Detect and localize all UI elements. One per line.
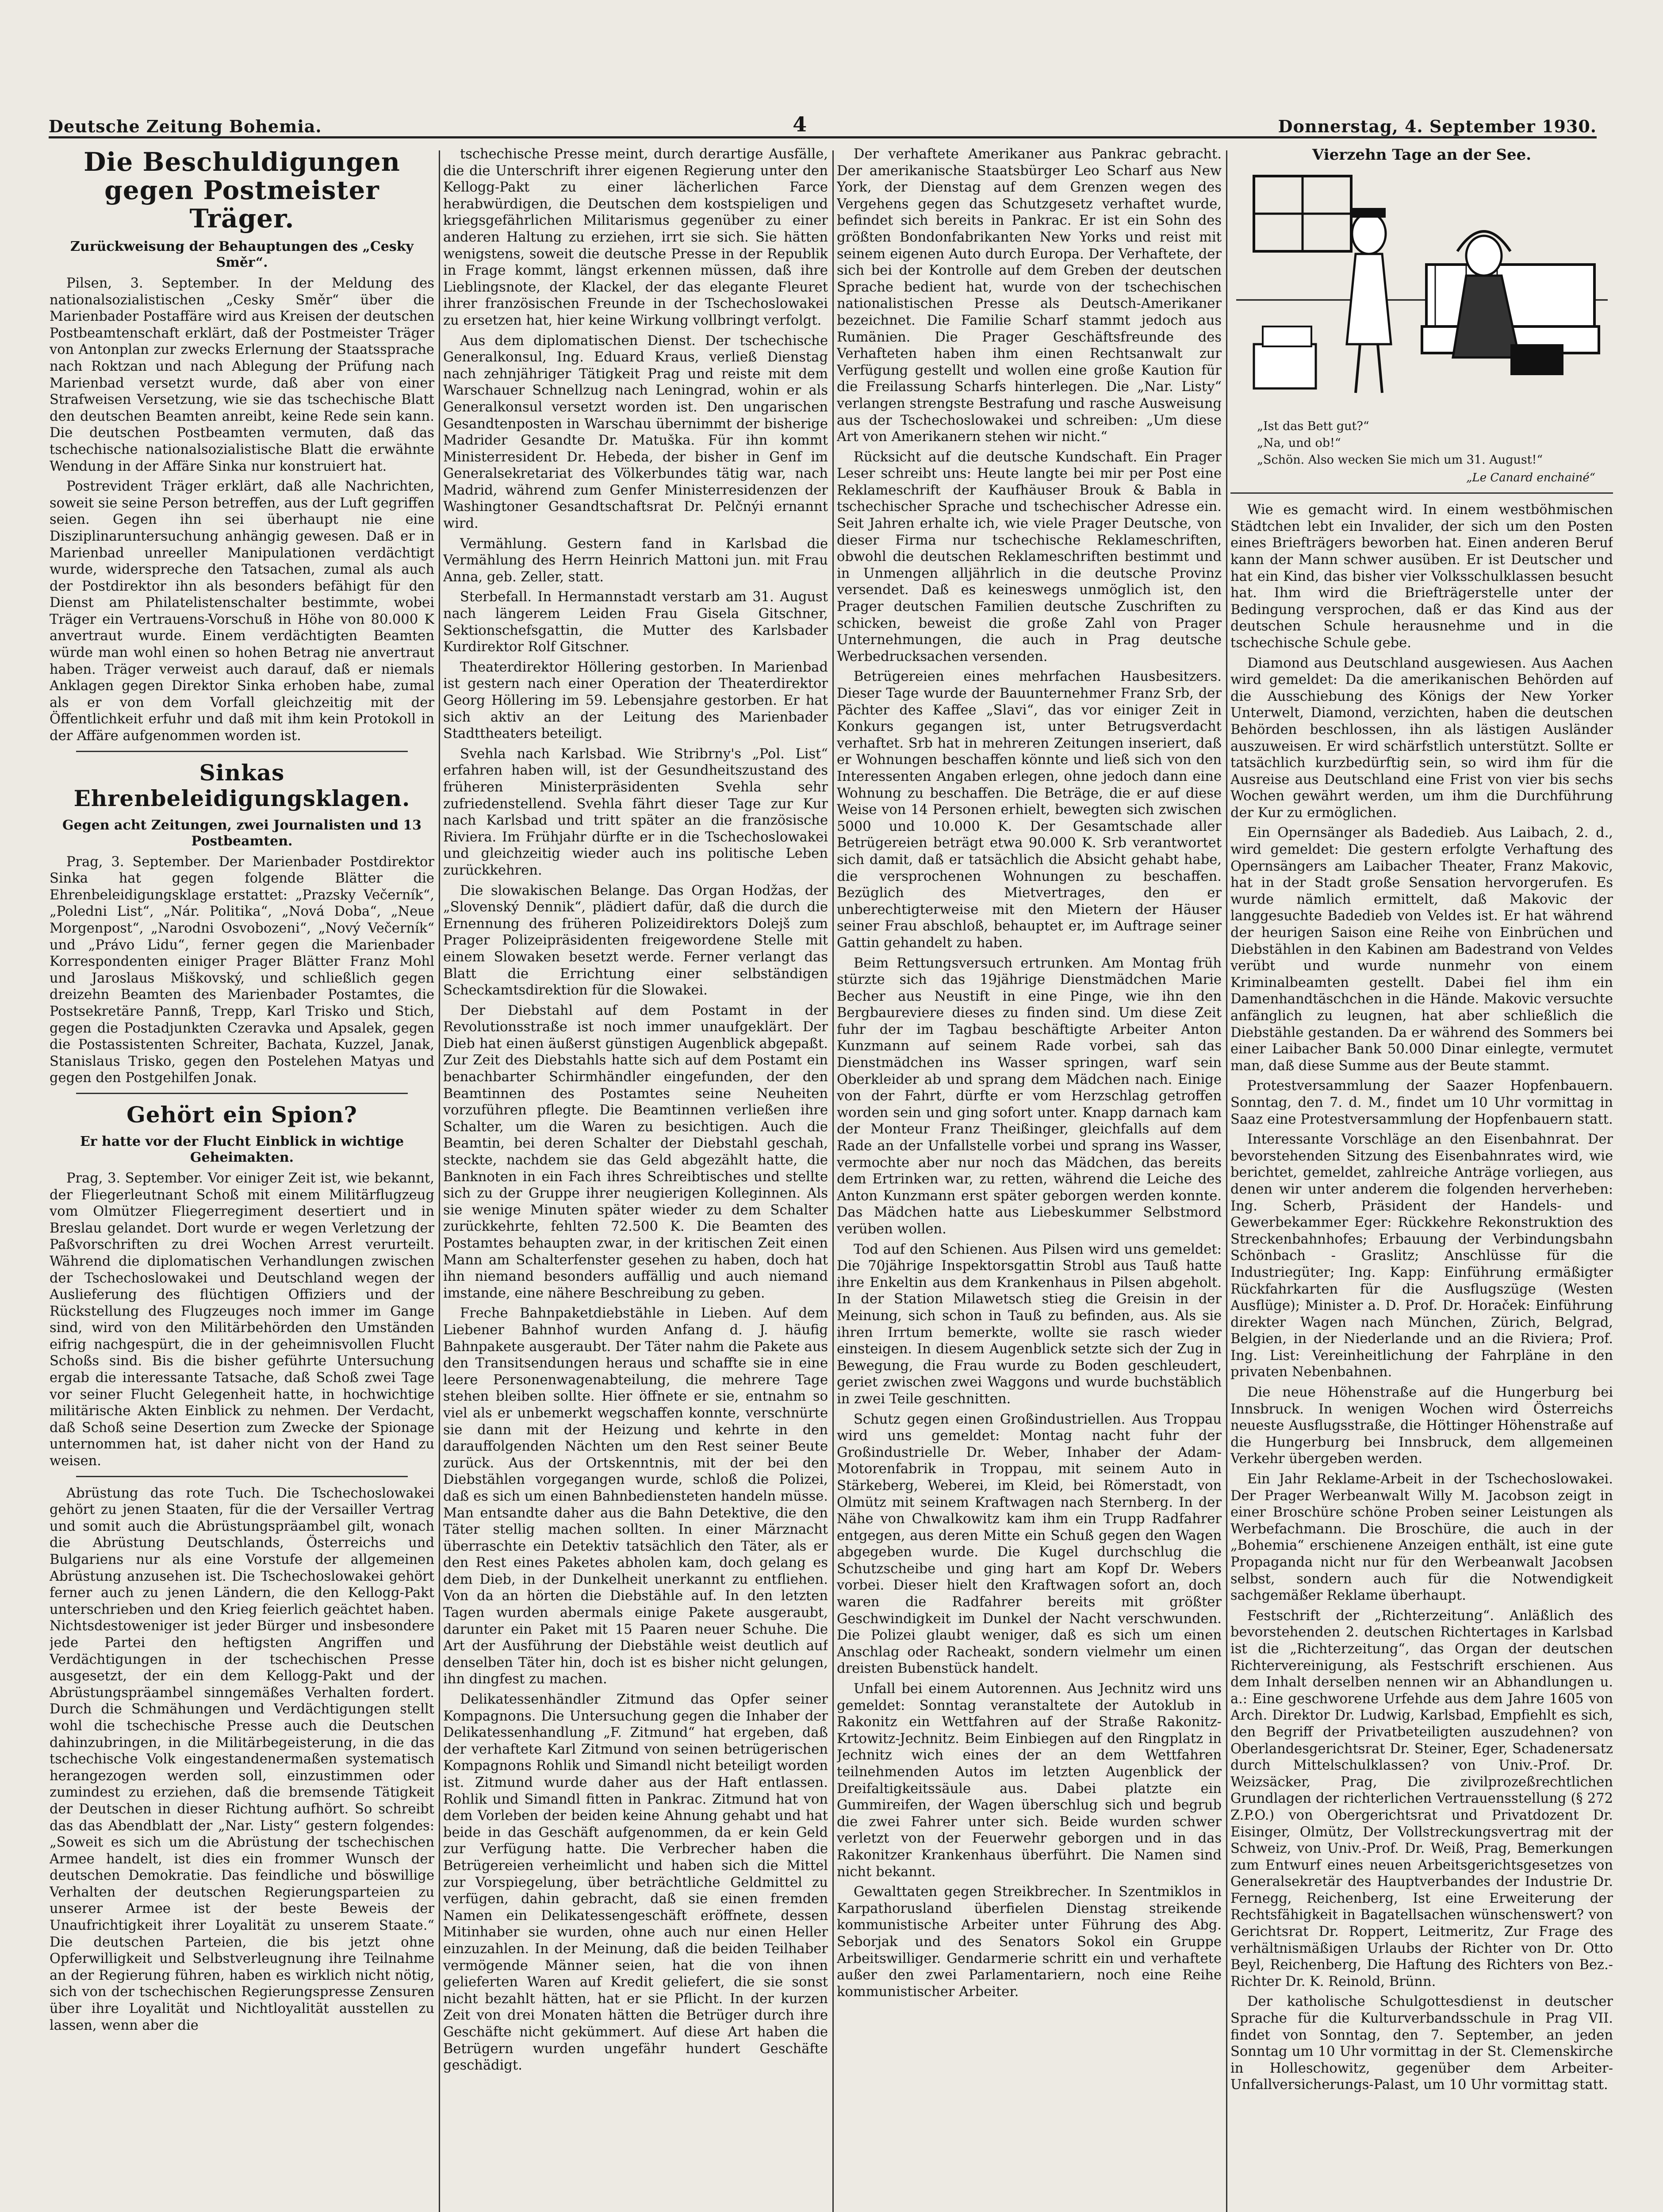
news-item: Interessante Vorschläge an den Eisenbahnrat. Der bevorstehenden Sitzung des Eisenbahnrates wird, wie berichtet, gemeldet, zahlreiche Anträge vorliegen, aus denen wir unter anderem die folgenden herverheben: Ing. Scherb, Präsident der Handels- und Gewerbekammer Eger: Rückkehre Rekonstruktion des Streckenbahnhofes; Erbauung der Verbindungsbahn Schönbach - Graslitz; Anschlüsse für die Industriegüter; Ing. Kapp: Einführung ermäßigter Rückfahrkarten für die Ausflugszüge (Westen Ausflüge); Minister a. D. Prof. Dr. Horaček: Einführung direkter Wagen nach München, Zürich, Belgrad, Belgien, in der Niederlande und an die Riviera; Prof. Ing. List: Vereinheitlichung der Fahrpläne in den privaten Nebenbahnen. [1230, 1132, 1613, 1380]
headline-sinka: Sinkas Ehrenbeleidigungsklagen. [73, 759, 410, 811]
article-paragraph: Postrevident Träger erklärt, daß alle Nachrichten, soweit sie seine Person betreffen, aus der Luft gegriffen seien. Gegen ihn sei überhaupt nie eine Disziplinaruntersuchung anhängig gewesen. Daß er in Marienbad unreeller Manipulationen verdächtigt wurde, widerspreche den Tatsachen, zumal als auch der Postdirektor ihn als besonders befähigt für den Dienst am Philatelistenschalter bestimmte, wobei Träger ein Vertrauens-Vorschuß in Höhe von 80.000 K anvertraut wurde. Einem verdächtigten Beamten würde man wohl einen so hohen Betrag nie anvertraut haben. Träger verweist auch darauf, daß er niemals Anklagen gegen Direktor Sinka erhoben habe, zumal als er von dem Vorfall gleichzeitig mit der Öffentlichkeit erfuhr und daß mit ihm kein Protokoll in der Affäre aufgenommen worden ist. [50, 479, 434, 744]
section-divider [76, 1476, 408, 1477]
section-divider [1230, 492, 1613, 494]
news-item: Protestversammlung der Saazer Hopfenbauern. Sonntag, den 7. d. M., findet um 10 Uhr vormittag in Saaz eine Protestversammlung der Hopfenbauern statt. [1230, 1078, 1613, 1127]
news-item: Beim Rettungsversuch ertrunken. Am Montag früh stürzte sich das 19jährige Dienstmädchen Marie Becher aus Neustift in eine Pinge, wie ihn den Bergbaureviere dieses zu finden sind. Um diese Zeit fuhr der im Tagbau beschäftigte Arbeiter Anton Kunzmann auf seinem Rade vorbei, sah das Dienstmädchen ins Wasser springen, warf sein Oberkleider ab und sprang dem Mädchen nach. Einige von der Fahrt, dürfte er vom Herzschlag getroffen worden sein und ging sofort unter. Knapp darnach kam der Monteur Franz Theißinger, gleichfalls auf dem Rade an der Unfallstelle vorbei und sprang ins Wasser, vermochte aber nur noch das Mädchen, das bereits dem Ertrinken war, zu retten, während die Leiche des Anton Kunzmann erst später geborgen werden konnte. Das Mädchen hatte aus Liebeskummer Selbstmord verüben wollen. [837, 955, 1222, 1237]
news-item: Diamond aus Deutschland ausgewiesen. Aus Aachen wird gemeldet: Da die amerikanischen Behörden auf die Ausschiebung des Königs der New Yorker Unterwelt, Diamond, verzichten, haben die deutschen Behörden beschlossen, ihn als lästigen Ausländer auszuweisen. Er wird schärfstlich unterstützt. Sollte er tatsächlich kurzbedürftig sein, so wird ihm für die Ausreise aus Deutschland eine Frist von vier bis sechs Wochen gewährt werden, um ihm die Durchführung der Kur zu ermöglichen. [1230, 655, 1613, 821]
cartoon-caption-2: „Na, und ob!“ [1257, 436, 1341, 450]
article-paragraph: Prag, 3. September. Der Marienbader Postdirektor Sinka hat gegen folgende Blätter die Ehrenbeleidigungsklage erstattet: „Prazsky Večerník“, „Poledni List“, „Nár. Politika“, „Nová Doba“, „Neue Morgenpost“, „Narodni Osvobozeni“, „Nový Večerník“ und „Právo Lidu“, ferner gegen die Marienbader Korrespondenten einiger Prager Blätter Franz Mohl und Jaroslaus Miškovský, und schließlich gegen dreizehn Beamten des Marienbader Postamtes, die Postsekretäre Pannß, Trepp, Karl Trisko und Stich, gegen die Postadjunkten Czeravka und Apsalek, gegen die Postassistenten Schreiter, Bachata, Kuzzel, Janak, Stanislaus Trisko, gegen den Postelehen Matyas und gegen den Postgehilfen Jonak. [50, 854, 434, 1086]
news-item: Rücksicht auf die deutsche Kundschaft. Ein Prager Leser schreibt uns: Heute langte bei mir per Post eine Reklameschrift der Kaufhäuser Brouk & Babla in tschechischer Sprache und tschechischer Adresse ein. Seit Jahren erhalte ich, wie viele Prager Deutsche, von dieser Firma nur tschechische Reklameschriften, obwohl die deutschen Reklameschriften bestimmt und in Unmengen alljährlich in die deutsche Provinz versendet. Daß es keineswegs unmöglich ist, den Prager deutschen Familien deutsche Zuschriften zu schicken, beweist die große Zahl von Prager Unternehmungen, die auch in Prag deutsche Werbedrucksachen versenden. [837, 449, 1222, 664]
column-2 [443, 146, 828, 2212]
cartoon-title: Vierzehn Tage an der See. [1312, 146, 1532, 164]
news-item: Die slowakischen Belange. Das Organ Hodžas, der „Slovenský Dennik“, plädiert dafür, daß die durch die Ernennung des früheren Polizeidirektors Dolejš zum Prager Polizeipräsidenten freigewordene Stelle mit einem Slowaken besetzt werde. Ferner verlangt das Blatt die Errichtung einer selbständigen Scheckamtsdirektion für die Slowakei. [443, 883, 828, 998]
subheadline-spion: Er hatte vor der Flucht Einblick in wichtige Geheimakten. [80, 1133, 404, 1165]
subheadline-sinka: Gegen acht Zeitungen, zwei Journalisten und 13 Postbeamten. [62, 817, 421, 849]
news-item: Die neue Höhenstraße auf die Hungerburg bei Innsbruck. In wenigen Wochen wird Österreichs neueste Ausflugsstraße, die Höttinger Höhenstraße auf die Hungerburg bei Innsbruck, dem allgemeinen Verkehr übergeben werden. [1230, 1385, 1613, 1467]
news-item: Ein Opernsänger als Badedieb. Aus Laibach, 2. d., wird gemeldet: Die gestern erfolgte Verhaftung des Opernsängers am Laibacher Theater, Franz Makovic, hat in der Stadt große Sensation hervorgerufen. Es wurde nämlich ermittelt, daß Makovic der langgesuchte Badedieb von Veldes ist. Er hat während der heurigen Saison eine Reihe von Einbrüchen und Diebstählen in den Kabinen am Badestrand von Veldes verübt und wurde nunmehr von einem Kriminalbeamten gestellt. Dabei fiel ihm ein Damenhandtäschchen in die Hände. Makovic versuchte anfänglich zu leugnen, hat aber schließlich die Diebstähle gestanden. Da er während des Sommers bei einer Laibacher Bank 50.000 Dinar einlegte, vermutet man, daß diese Summe aus der Beute stammt. [1230, 825, 1613, 1074]
article-paragraph: Abrüstung das rote Tuch. Die Tschechoslowakei gehört zu jenen Staaten, für die der Versailler Vertrag und somit auch die Abrüstungspräambel gilt, wonach die Abrüstung Deutschlands, Österreichs und Bulgariens nur als eine Vorstufe der allgemeinen Abrüstung anzusehen ist. Die Tschechoslowakei gehört ferner auch zu jenen Ländern, die den Kellogg-Pakt unterschrieben und den Krieg feierlich geächtet haben. Nichtsdestoweniger ist jeder Bürger und insbesondere jede Partei den heftigsten Angriffen und Verdächtigungen in der tschechischen Presse ausgesetzt, der ein dem Kellogg-Pakt und der Abrüstungspräambel sinngemäßes Verhalten fordert. Durch die Schmähungen und Verdächtigungen stellt wohl die tschechische Presse auch die Deutschen dahinzubringen, in die Militärbegeisterung, in die das tschechische Volk eingestandenermaßen systematisch herangezogen werden soll, einzustimmen oder zumindest zu erziehen, daß die bremsende Tätigkeit der Deutschen in dieser Richtung aufhört. So schreibt das das Abendblatt der „Nar. Listy“ gestern folgendes: „Soweit es sich um die Abrüstung der tschechischen Armee handelt, ist dies ein frommer Wunsch der deutschen Demokratie. Das feindliche und böswillige Verhalten der deutschen Regierungsparteien zu unserer Armee ist der beste Beweis der Unaufrichtigkeit ihrer Loyalität zu unserem Staate.“ Die deutschen Parteien, die bis jetzt ohne Opferwilligkeit und Selbstverleugnung ihre Teilnahme an der Regierung führen, haben es wirklich nicht nötig, sich von der tschechischen Regierungspresse Zensuren über ihre Loyalität und Nichtloyalität ausstellen zu lassen, wenn aber die [50, 1485, 434, 2033]
news-item: Schutz gegen einen Großindustriellen. Aus Troppau wird uns gemeldet: Montag nacht fuhr der Großindustrielle Dr. Weber, Inhaber der Adam-Motorenfabrik in Troppau, mit seinem Auto in Stärkeberg, Weberei, im Kleid, bei Römerstadt, von Olmütz mit seinem Kraftwagen nach Sternberg. In der Nähe von Chwalkowitz kam ihm ein Trupp Radfahrer entgegen, aus deren Mitte ein Schuß gegen den Wagen abgegeben wurde. Die Kugel durchschlug die Schutzscheibe und ging hart am Kopf Dr. Webers vorbei. Dieser hielt den Kraftwagen sofort an, doch waren die Radfahrer bereits mit größter Geschwindigkeit im Dunkel der Nacht verschwunden. Die Polizei glaubt weniger, daß es sich um einen Anschlag oder Racheakt, sondern vielmehr um einen dreisten Bubenstück handelt. [837, 1411, 1222, 1677]
article-paragraph: Pilsen, 3. September. In der Meldung des nationalsozialistischen „Cesky Směr“ über die Marienbader Postaffäre wird aus Kreisen der deutschen Postbeamtenschaft erklärt, daß der Postmeister Träger von Antonplan zur zwecks Erlernung der Staatssprache nach Roktzan und nach Ablegung der Prüfung nach Marienbad versetzt wurde, daß aber von einer Strafweisen Versetzung, wie sie das tschechische Blatt den deutschen Beamten anreibt, keine Rede sein kann. Die deutschen Postbeamten vermuten, daß das tschechische nationalsozialistische Blatt die erwähnte Wendung in der Affäre Sinka nur konstruiert hat. [50, 276, 434, 474]
news-item: Sterbefall. In Hermannstadt verstarb am 31. August nach längerem Leiden Frau Gisela Gitschner, Sektionschefsgattin, die Mutter des Karlsbader Kurdirektor Rolf Gitschner. [443, 589, 828, 655]
header-date: Donnerstag, 4. September 1930. [1278, 116, 1597, 136]
news-item: Wie es gemacht wird. In einem westböhmischen Städtchen lebt ein Invalider, der sich um den Posten eines Briefträgers beworben hat. Einen anderen Beruf kann der Mann schwer ausüben. Er ist Deutscher und hat ein Kind, das bisher vier Volksschulklassen besucht hat. Ihm wird die Briefträgerstelle unter der Bedingung versprochen, daß er das Kind aus der deutschen Schule herausnehme und in die tschechische Schule gebe. [1230, 502, 1613, 651]
news-item: Ein Jahr Reklame-Arbeit in der Tschechoslowakei. Der Prager Werbeanwalt Willy M. Jacobson zeigt in einer Broschüre schöne Proben seiner Leistungen als Werbefachmann. Die Broschüre, die auch in der „Bohemia“ erschienene Anzeigen enthält, ist eine gute Propaganda nicht nur für den Werbeanwalt Jacobsen selbst, sondern auch für die Notwendigkeit sachgemäßer Reklame überhaupt. [1230, 1471, 1613, 1604]
news-item: Betrügereien eines mehrfachen Hausbesitzers. Dieser Tage wurde der Bauunternehmer Franz Srb, der Pächter des Kaffee „Slavi“, das vor einiger Zeit in Konkurs gegangen ist, unter Betrugsverdacht verhaftet. Srb hat in mehreren Zeitungen inseriert, daß er Wohnungen beschaffen könnte und ließ sich von den Interessenten Angaben erlegen, ohne jedoch dann eine Wohnung zu beschaffen. Die Beträge, die er auf diese Weise von 14 Personen erhielt, bewegten sich zwischen 5000 und 10.000 K. Der Gesamtschade aller Betrügereien beträgt etwa 90.000 K. Srb verantwortet sich damit, daß er tatsächlich die Absicht gehabt habe, die versprochenen Wohnungen zu beschaffen. Bezüglich des Mietvertrages, den er unberechtigterweise mit den Mietern der Häuser seiner Frau abschloß, behauptet er, im Auftrage seiner Gattin gehandelt zu haben. [837, 669, 1222, 951]
news-item: Der verhaftete Amerikaner aus Pankrac gebracht. Der amerikanische Staatsbürger Leo Scharf aus New York, der Dienstag auf dem Grenzen wegen des Vergehens gegen das Schutzgesetz verhaftet wurde, befindet sich bereits in Pankrac. Er ist ein Sohn des größten Bondonfabrikanten New Yorks und reist mit seinem eigenen Auto durch Europa. Der Verhaftete, der sich bei der Kontrolle auf dem Greben der deutschen Sprache bedient hat, wurde von der tschechischen nationalistischen Presse als Deutsch-Amerikaner bezeichnet. Die Familie Scharf stammt jedoch aus Rumänien. Die Prager Geschäftsfreunde des Verhafteten haben ihm einen Rechtsanwalt zur Verfügung gestellt und wollen eine große Kaution für die Freilassung Scharfs hinterlegen. Die „Nar. Listy“ verlangen strengste Bestrafung und rasche Ausweisung aus der Tschechoslowakei und schreiben: „Um diese Art von Amerikanern stehen wir nicht.“ [837, 146, 1222, 445]
cartoon-source: „Le Canard enchainé“ [1466, 471, 1595, 484]
subheadline-traeger: Zurückweisung der Behauptungen des „Cesky Směr“. [70, 239, 414, 270]
section-divider [76, 1093, 408, 1094]
cartoon-caption-1: „Ist das Bett gut?“ [1257, 419, 1369, 433]
news-item: Gewalttaten gegen Streikbrecher. In Szentmiklos in Karpathorusland überfielen Dienstag streikende kommunistische Arbeiter unter Führung des Abg. Seborjak und des Senators Sokol ein Gruppe Arbeitswilliger. Gendarmerie schritt ein und verhaftete außer den zwei Parlamentariern, noch eine Reihe kommunistischer Arbeiter. [837, 1884, 1222, 2000]
news-item: Der katholische Schulgottesdienst in deutscher Sprache für die Kulturverbandsschule in Prag VII. findet von Sonntag, den 7. September, an jeden Sonntag um 10 Uhr vormittag in der St. Clemenskirche in Holleschowitz, gegenüber dem Arbeiter-Unfallversicherungs-Palast, um 10 Uhr vormittag statt. [1230, 1994, 1613, 2093]
headline-traeger: Die Beschuldigungen gegen Postmeister Träger. [84, 147, 400, 234]
news-item: Vermählung. Gestern fand in Karlsbad die Vermählung des Herrn Heinrich Mattoni jun. mit Frau Anna, geb. Zeller, statt. [443, 536, 828, 585]
column-divider [832, 150, 834, 2212]
news-item: Unfall bei einem Autorennen. Aus Jechnitz wird uns gemeldet: Sonntag veranstaltete der Autoklub in Rakonitz ein Wettfahren auf der Straße Rakonitz-Krtowitz-Jechnitz. Beim Einbiegen auf den Ringplatz in Jechnitz wich eines der an dem Wettfahren teilnehmenden Autos im letzten Augenblick der Dreifaltigkeitssäule aus. Dabei platzte ein Gummireifen, der Wagen überschlug sich und begrub die zwei Fahrer unter sich. Beide wurden schwer verletzt von der Feuerwehr geborgen und in das Rakonitzer Krankenhaus überführt. Die Namen sind nicht bekannt. [837, 1681, 1222, 1880]
news-item: Theaterdirektor Höllering gestorben. In Marienbad ist gestern nach einer Operation der Theaterdirektor Georg Höllering im 59. Lebensjahre gestorben. Er hat sich aktiv an der Leitung des Marienbader Stadttheaters beteiligt. [443, 659, 828, 742]
headline-spion: Gehört ein Spion? [126, 1101, 357, 1128]
column-3 [837, 146, 1222, 2212]
news-item: Tod auf den Schienen. Aus Pilsen wird uns gemeldet: Die 70jährige Inspektorsgattin Strobl aus Tauß hatte ihre Enkeltin aus dem Krankenhaus in Pilsen abgeholt. In der Station Milawetsch stieg die Greisin in der Meinung, sich schon in Tauß zu befinden, aus. Als sie ihren Irrtum bemerkte, wollte sie rasch wieder einsteigen. In diesem Augenblick setzte sich der Zug in Bewegung, die Frau wurde zu Boden geschleudert, geriet zwischen zwei Waggons und wurde buchstäblich in zwei Teile geschnitten. [837, 1241, 1222, 1407]
column-divider [1226, 150, 1227, 2212]
cartoon-illustration [1236, 167, 1608, 415]
news-item: Der Diebstahl auf dem Postamt in der Revolutionsstraße ist noch immer unaufgeklärt. Der Dieb hat einen äußerst günstigen Augenblick abgepaßt. Zur Zeit des Diebstahls hatte sich auf dem Postamt ein benachbarter Schirmhändler eingefunden, der den Beamtinnen des Postamtes seine Neuheiten vorzuführen pflegte. Die Beamtinnen verließen ihre Schalter, um die Waren zu besichtigen. Auch die Beamtin, bei deren Schalter der Diebstahl geschah, steckte, nachdem sie das Geld abgezählt hatte, die Banknoten in ein Fach ihres Schreibtisches und stellte sich zu der Gruppe ihrer neugierigen Kolleginnen. Als sie wenige Minuten später wieder zu dem Schalter zurückkehrte, fehlten 72.500 K. Die Beamten des Postamtes behaupten zwar, in der kritischen Zeit einen Mann am Schalterfenster gesehen zu haben, doch hat ihn niemand besonders auffällig und auch niemand imstande, eine nähere Beschreibung zu geben. [443, 1002, 828, 1301]
news-item: Festschrift der „Richterzeitung“. Anläßlich des bevorstehenden 2. deutschen Richtertages in Karlsbad ist die „Richterzeitung“, das Organ der deutschen Richtervereinigung, als Festschrift erschienen. Aus dem Inhalt derselben nennen wir an Abhandlungen u. a.: Eine geschworene Urfehde aus dem Jahre 1605 von Arch. Direktor Dr. Ludwig, Karlsbad, Empfiehlt es sich, den Begriff der Privatbeteiligten auszudehnen? von Oberlandesgerichtsrat Dr. Steiner, Eger, Schadenersatz durch Mittelschulklassen? von Univ.-Prof. Dr. Weizsäcker, Prag, Die zivilprozeßrechtlichen Grundlagen der richterlichen Vertrauensstellung (§ 272 Z.P.O.) von Obergerichtsrat und Privatdozent Dr. Eisinger, Olmütz, Der Vollstreckungsvertrag mit der Schweiz, von Univ.-Prof. Dr. Weiß, Prag, Bemerkungen zum Entwurf eines neuen Arbeitsgerichtsgesetzes von Generalsekretär des Hauptverbandes der Industrie Dr. Fernegg, Reichenberg, Ist eine Erweiterung der Rechtsfähigkeit in Bagatellsachen wünschenswert? von Gerichtsrat Dr. Roppert, Leitmeritz, Zur Frage des verhältnismäßigen Urlaubs der Richter von Dr. Otto Beyl, Reichenberg, Die Haftung des Richters von Bez.-Richter Dr. K. Reinold, Brünn. [1230, 1608, 1613, 1989]
header-page-number: 4 [793, 112, 808, 136]
column-divider [439, 150, 440, 2212]
column-4 [1230, 146, 1613, 2212]
news-item: Aus dem diplomatischen Dienst. Der tschechische Generalkonsul, Ing. Eduard Kraus, verließ Dienstag nach zehnjähriger Tätigkeit Prag und reiste mit dem Warschauer Schnellzug nach Leningrad, wohin er als Generalkonsul versetzt worden ist. Den ungarischen Gesandtenposten in Warschau übernimmt der bisherige Madrider Gesandte Dr. Matuška. Für ihn kommt Ministerresident Dr. Hebeda, der bisher in Genf im Generalsekretariat des Völkerbundes tätig war, nach Madrid, während zum Genfer Ministerresidenzen der Washingtoner Gesandtschaftsrat Dr. Pelčnýi ernannt wird. [443, 333, 828, 532]
header-paper-name: Deutsche Zeitung Bohemia. [49, 116, 322, 136]
news-item: Delikatessenhändler Zitmund das Opfer seiner Kompagnons. Die Untersuchung gegen die Inhaber der Delikatessenhandlung „F. Zitmund“ hat ergeben, daß der verhaftete Karl Zitmund von seinen betrügerischen Kompagnons Rohlik und Simandl nicht beteiligt worden ist. Zitmund wurde daher aus der Haft entlassen. Rohlik und Simandl fitten in Pankrac. Zitmund hat von dem Vorleben der beiden keine Ahnung gehabt und hat beide in das Geschäft aufgenommen, da er kein Geld zur Verfügung hatte. Die Verbrecher haben die Betrügereien verheimlicht und haben sich die Mittel zur Vorspiegelung, über beträchtliche Geldmittel zu verfügen, dahin gebracht, daß sie einen fremden Namen ein Delikatessengeschäft eröffnete, dessen Mitinhaber sie wurden, ohne auch nur einen Heller einzuzahlen. In der Meinung, daß die beiden Teilhaber vermögende Männer seien, hat die von ihnen gelieferten Waren auf Kredit geliefert, die sie sonst nicht bezahlt hätten, hat er sie Pflicht. In der kurzen Zeit von drei Monaten hätten die Betrüger durch ihre Geschäfte nicht gekümmert. Auf diese Art haben die Betrügern wurden ungefähr hundert Geschäfte geschädigt. [443, 1692, 828, 2074]
news-item: Freche Bahnpaketdiebstähle in Lieben. Auf dem Liebener Bahnhof wurden Anfang d. J. häufig Bahnpakete ausgeraubt. Der Täter nahm die Pakete aus den Transitsendungen heraus und schaffte sie in eine leere Personenwagenabteilung, die mehrere Tage stehen bleiben sollte. Hier öffnete er sie, entnahm so viel als er unbemerkt wegschaffen konnte, verschnürte sie dann mit der Heizung und kehrte in den darauffolgenden Nächten um den Rest seiner Beute zurück. Aus der Ortskenntnis, mit der bei den Diebstählen vorgegangen wurde, schloß die Polizei, daß es sich um einen Bahnbediensteten handeln müsse. Man entsandte daher aus die Bahn Detektive, die den Täter stellig machen sollten. In einer Märznacht überraschte ein Detektiv tatsächlich den Täter, als er den Rest eines Paketes abholen kam, doch gelang es dem Dieb, in der Dunkelheit unerkannt zu entfliehen. Von da an hörten die Diebstähle auf. In den letzten Tagen wurden abermals einige Pakete ausgeraubt, darunter ein Paket mit 15 Paaren neuer Schuhe. Die Art der Ausführung der Diebstähle weist deutlich auf denselben Täter hin, doch ist es bisher nicht gelungen, ihn dingfest zu machen. [443, 1306, 828, 1687]
column-1 [50, 146, 434, 2212]
news-item: Svehla nach Karlsbad. Wie Stribrny's „Pol. List“ erfahren haben will, ist der Gesundheitszustand des früheren Ministerpräsidenten Svehla sehr zufriedenstellend. Svehla fährt dieser Tage zur Kur nach Karlsbad und tritt später an die französische Riviera. Im Frühjahr dürfte er in die Tschechoslowakei und gleichzeitig wieder auch ins politische Leben zurückkehren. [443, 746, 828, 878]
cartoon-caption-3: „Schön. Also wecken Sie mich um 31. August!“ [1257, 453, 1543, 467]
article-paragraph: Prag, 3. September. Vor einiger Zeit ist, wie bekannt, der Fliegerleutnant Schoß mit einem Militärflugzeug vom Olmützer Fliegerregiment desertiert und in Breslau gelandet. Dort wurde er wegen Verletzung der Paßvorschriften zu drei Wochen Arrest verurteilt. Während die diplomatischen Verhandlungen zwischen der Tschechoslowakei und Deutschland wegen der Auslieferung des flüchtigen Offiziers und der Rückstellung des Flugzeuges noch immer im Gange sind, wird von den Militärbehörden den Umständen eifrig nachgespürt, die in der geheimnisvollen Flucht Schoßs sind. Bis die bisher geführte Untersuchung ergab die interessante Tatsache, daß Schoß zwei Tage vor seiner Flucht Gelegenheit hatte, in hochwichtige militärische Akten Einblick zu nehmen. Der Verdacht, daß Schoß seine Desertion zum Zwecke der Spionage unternommen hat, ist daher nicht von der Hand zu weisen. [50, 1170, 434, 1469]
section-divider [76, 751, 408, 752]
page-header [49, 110, 1597, 138]
article-paragraph: tschechische Presse meint, durch derartige Ausfälle, die die Unterschrift ihrer eigenen Regierung unter den Kellogg-Pakt zu einer lächerlichen Farce herabwürdigen, die Deutschen dem kostspieligen und kriegsgefährlichen Militarismus gegenüber zu einer anderen Haltung zu erziehen, irrt sie sich. Sie hätten wenigstens, soweit die deutsche Presse in der Republik in Frage kommt, längst erkennen müssen, daß ihre Lieblingsnote, der Klackel, der das elegante Fleuret ihrer französischen Freunde in der Tschechoslowakei zu ersetzen hat, hier keine Wirkung vollbringt verfolgt. [443, 146, 828, 328]
